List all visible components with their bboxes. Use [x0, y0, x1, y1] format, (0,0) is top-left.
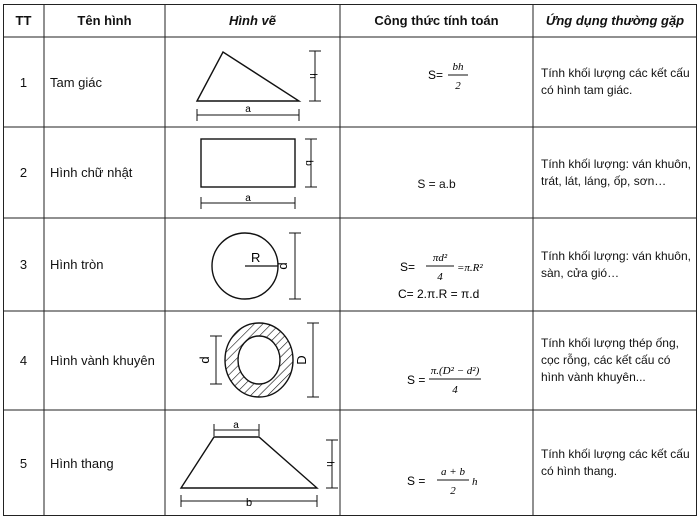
header-cong-thuc: Công thức tính toán	[374, 13, 499, 28]
header-hinh-ve: Hình vẽ	[229, 13, 276, 28]
row-1-name: Tam giác	[50, 74, 103, 90]
row-5-name: Hình thang	[50, 455, 114, 471]
header-ten-hinh: Tên hình	[77, 13, 132, 28]
formula-numerator: bh	[452, 61, 464, 73]
application-line: Tính khối lượng các kết cấu	[541, 66, 690, 80]
rectangle-formula: S = a.b	[417, 176, 456, 191]
row-3-name: Hình tròn	[50, 257, 104, 272]
header-tt: TT	[15, 13, 32, 28]
row-1-tt: 1	[19, 74, 28, 90]
triangle-shape	[197, 52, 299, 101]
formula-rhs: =π.R²	[457, 262, 483, 274]
application-line: có hình thang.	[541, 464, 618, 478]
annulus-label-d: d	[197, 356, 212, 364]
application-line: có hình tam giác.	[541, 83, 633, 97]
row-3-application	[533, 218, 697, 311]
application-line: cọc rỗng, các kết cấu có	[541, 353, 671, 367]
header-ung-dung: Ứng dụng thường gặp	[545, 13, 685, 28]
rectangle-label-b: b	[303, 160, 314, 166]
formula-numerator: a + b	[441, 466, 465, 478]
formula-denominator: 2	[450, 485, 456, 497]
application-line: Tính khối lượng thép ống,	[541, 336, 679, 350]
circle-drawing	[165, 218, 340, 311]
formula-lhs: S=	[428, 68, 444, 82]
application-line: Tính khối lượng: ván khuôn,	[541, 248, 691, 263]
annulus-label-D: D	[294, 355, 309, 365]
row-2-application	[533, 127, 697, 218]
row-1-application	[533, 37, 697, 127]
triangle-drawing	[165, 37, 340, 127]
annulus-formula	[340, 311, 533, 410]
trapezoid-drawing	[165, 410, 340, 516]
formula-numerator: π.(D² − d²)	[430, 365, 480, 377]
circle-label-d: d	[275, 262, 290, 270]
formula-denominator: 4	[452, 384, 458, 396]
triangle-label-a: a	[245, 104, 251, 115]
annulus-hatch	[165, 311, 340, 410]
application-line: Tính khối lượng các kết cấu	[541, 447, 690, 461]
row-5-tt: 5	[19, 455, 28, 471]
rectangle-label-a: a	[245, 193, 251, 204]
formula-lhs: S =	[407, 474, 426, 488]
rectangle-drawing	[165, 127, 340, 218]
formula-tail: h	[472, 476, 478, 488]
row-2-tt: 2	[19, 165, 28, 180]
formula-numerator: πd²	[432, 252, 448, 264]
formula-lhs: S=	[400, 260, 416, 274]
trapezoid-label-b: b	[245, 497, 253, 509]
formula-denominator: 2	[455, 80, 461, 92]
row-4-name: Hình vành khuyên	[50, 353, 155, 368]
row-4-tt: 4	[19, 353, 28, 368]
formula-table	[3, 4, 697, 516]
triangle-label-h: h	[307, 73, 318, 79]
circle-label-r: R	[251, 250, 261, 265]
formula-circumference: C= 2.π.R = π.d	[398, 287, 480, 301]
application-line: hình vành khuyên...	[541, 370, 646, 384]
circle-formula	[340, 218, 533, 311]
trapezoid-label-h: h	[324, 461, 335, 467]
formula-lhs: S =	[407, 373, 426, 387]
row-3-tt: 3	[19, 257, 28, 272]
trapezoid-label-a: a	[233, 420, 239, 431]
application-line: trát, lát, láng, ốp, sơn…	[541, 173, 667, 188]
application-line: sàn, cửa gió…	[541, 265, 620, 280]
annulus-drawing	[165, 311, 340, 410]
trapezoid-shape	[181, 437, 317, 488]
rectangle-shape	[201, 139, 295, 187]
row-4-application	[533, 311, 697, 410]
formula-denominator: 4	[437, 271, 443, 283]
trapezoid-formula	[340, 410, 533, 516]
triangle-formula	[340, 37, 533, 127]
application-line: Tính khối lượng: ván khuôn,	[541, 156, 691, 171]
row-5-application	[533, 410, 697, 516]
row-2-name: Hình chữ nhật	[50, 165, 133, 180]
